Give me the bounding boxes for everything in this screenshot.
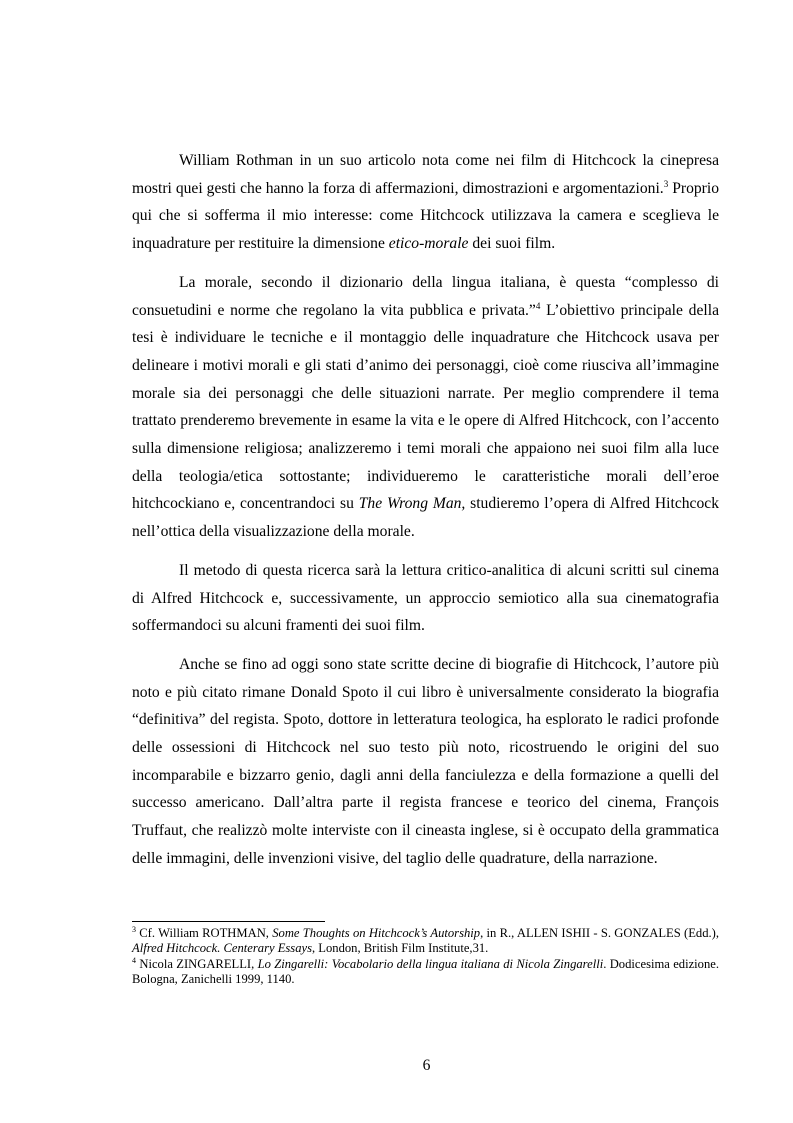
text-run: Nicola ZINGARELLI, [136, 956, 258, 971]
text-run: . Dodicesima edizione. Bologna, Zanichelli 1999, 1140. [132, 956, 720, 987]
text-run: Il metodo di questa ricerca sarà la lettura critico-analitica di alcuni scritti sul cinema di Alfred Hitchcock e, successivamente, un approccio semiotico alla sua cinematografia soffermandoci su alcuni framenti dei suoi film. [132, 561, 719, 635]
footnote-ref-4: 4 [535, 300, 541, 311]
footnote-number: 4 [132, 955, 136, 965]
footnote-3 [132, 926, 719, 957]
text-run: L’obiettivo principale della tesi è individuare le tecniche e il montaggio delle inquadrature che Hitchcock usava per delineare i motivi morali e gli stati d’animo dei personaggi, cioè come riusciva all’immagine morale sia dei personaggi che delle situazioni narrate. Per meglio comprendere il tema trattato prenderemo brevemente in esame la vita e le opere di Alfred Hitchcock, con l’accento sulla dimensione religiosa; analizzeremo i temi morali che appaiono nei suoi film alla luce della teologia/etica sottostante; individueremo le caratteristiche morali dell’eroe hitchcockiano e, concentrandoci su [132, 301, 719, 513]
italic-term: etico-morale [388, 235, 469, 253]
text-run: dei suoi film. [468, 235, 556, 253]
text-run: studieremo l’opera di Alfred Hitchcock nell’ottica della visualizzazione della morale. [132, 495, 719, 541]
italic-title: Alfred Hitchcock. Centerary Essays [132, 941, 312, 956]
text-run: , in R., ALLEN ISHII - S. GONZALES (Edd.), [480, 926, 719, 940]
footnotes [132, 926, 719, 988]
body-text [132, 147, 719, 873]
text-run: , London, British Film Institute,31. [312, 941, 489, 956]
footnote-4 [132, 957, 719, 988]
text-run: William Rothman in un suo articolo nota come nei film di Hitchcock la cinepresa mostri quei gesti che hanno la forza di affermazioni, dimostrazioni e argomentazioni. [132, 152, 719, 197]
text-run: Cf. William ROTHMAN, [136, 926, 273, 940]
italic-title: Some Thoughts on Hitchcock’s Autorship [272, 926, 481, 940]
paragraph [132, 557, 719, 640]
paragraph [132, 147, 719, 258]
page-number: 6 [422, 1057, 431, 1074]
text-run: Proprio qui che si sofferma il mio interesse: come Hitchcock utilizzava la camera e sceglieva le inquadrature per restituire la dimensione [132, 179, 719, 253]
italic-title: Lo Zingarelli: Vocabolario della lingua italiana di Nicola Zingarelli [257, 956, 604, 971]
text-run: Anche se fino ad oggi sono state scritte decine di biografie di Hitchcock, l’autore più noto e più citato rimane Donald Spoto il cui libro è universalmente considerato la biografia “definitiva” del regista. Spoto, dottore in letteratura teologica, ha esplorato le radici profonde delle ossessioni di Hitchcock nel suo testo più noto, ricostruendo le origini del suo incomparabile e bizzarro genio, dagli anni della fanciulezza e della formazione a quelli del successo americano. Dall’altra parte il regista francese e teorico del cinema, François Truffaut, che realizzò molte interviste con il cineasta inglese, si è occupato della grammatica delle immagini, delle invenzioni visive, del taglio delle quadrature, della narrazione. [132, 655, 719, 867]
footnote-ref-3: 3 [663, 178, 669, 189]
paragraph [132, 651, 719, 873]
italic-title: The Wrong Man, [358, 495, 466, 513]
text-run: La morale, secondo il dizionario della lingua italiana, è questa “complesso di consuetudini e norme che regolano la vita pubblica e privata.” [132, 273, 719, 319]
paragraph [132, 269, 719, 546]
footnote-separator [132, 921, 325, 922]
footnote-number: 3 [132, 925, 136, 934]
